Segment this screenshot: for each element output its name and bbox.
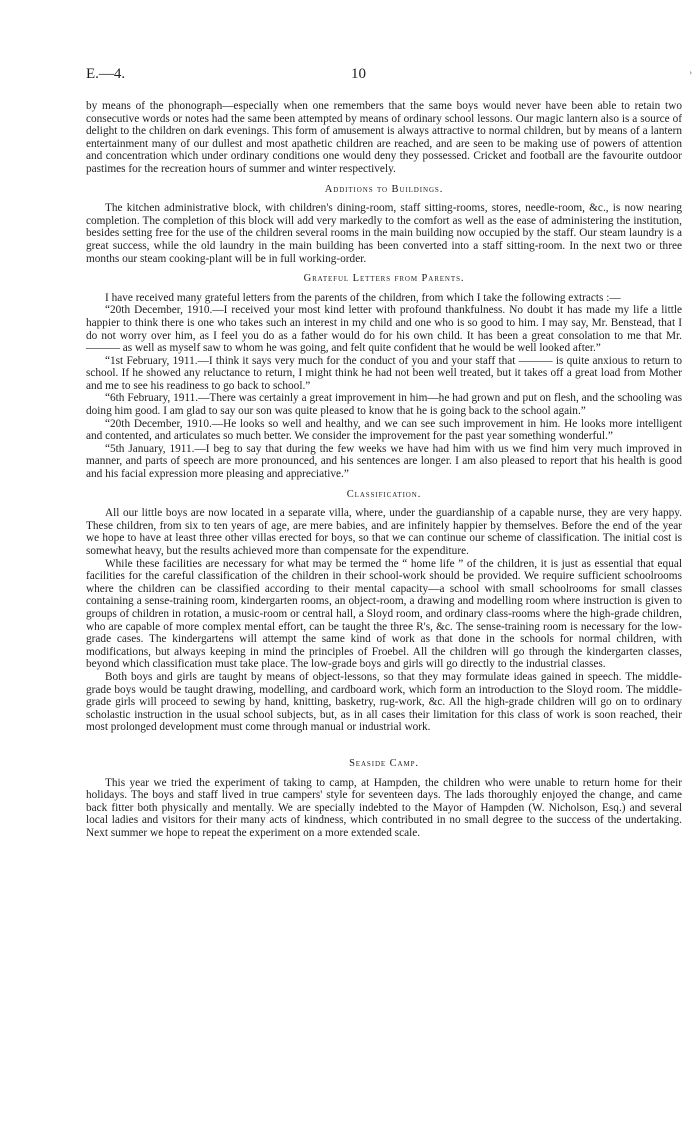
page-number: 10 (351, 66, 366, 82)
section-heading: Classification. (346, 488, 422, 500)
section-grateful-letters (86, 273, 682, 481)
letter-extract: “5th January, 1911.—I beg to say that during the few weeks we have had him with us we find him very much improved in manner, and parts of speech are more pronounced, and his sentences are longer. I am also pleased to report that his health is good and his facial expression more pleasing and appreciative.” (86, 442, 682, 481)
section-classification (86, 489, 682, 734)
letter-extract: “20th December, 1910.—I received your most kind letter with profound thankfulness. No doubt it has made my life a little happier to think there is one who takes such an interest in my child and one who is so good to him. I may say, Mr. Benstead, that I do not worry over him, as I feel you do as a father would do for his own child. It has been a great consolation to me that Mr. ——— as well as myself saw to whom he was going, and felt quite confident that he would be well looked after.” (86, 304, 682, 355)
paragraph: The kitchen administrative block, with children's dining-room, staff sitting-rooms, stores, needle-room, &c., is now nearing completion. The completion of this block will add very markedly to the comfort as well as the ease of administering the institution, besides setting free for the use of the children several rooms in the main building now occupied by the staff. Our steam laundry is a great success, while the old laundry in the main building has been converted into a staff sitting-room. In the next two or three months our steam cooking-plant will be in full working-order. (86, 202, 682, 265)
paragraph: by means of the phonograph—especially when one remembers that the same boys would never have been able to retain two consecutive words or notes had the same been attempted by means of ordinary school lessons. Our magic lantern also is a source of delight to the children on dark evenings. This form of amusement is always attractive to normal children, but by means of a lantern entertainment many of our dullest and most apathetic children are reached, and are seen to be making use of powers of attention and concentration which under ordinary conditions one would deny they possessed. Cricket and football are the favourite outdoor pastimes for the recreation hours of summer and winter respectively. (86, 100, 682, 175)
section-heading: Additions to Buildings. (324, 183, 444, 195)
paragraph: While these facilities are necessary for what may be termed the “ home life ” of the children, it is just as essential that equal facilities for the careful classification of the children in their school-work should be provided. We require sufficient schoolrooms where the children can be classified according to their mental capacity—a school with small schoolrooms for small classes containing a sense-training room, kindergarten rooms, an object-room, a drawing and modelling room where instruction is given to groups of children in rotation, a music-room or central hall, a Sloyd room, and ordinary class-rooms where the high-grade children, who are capable of more complex mental effort, can be taught the three R's, &c. The sense-training room is necessary for the low-grade cases. The kindergartens will attempt the same kind of work as that done in the schools for normal children, with modifications, but always keeping in mind the principles of Froebel. All the children will go through the kindergarten classes, beyond which classification must take place. The low-grade boys and girls will go directly to the industrial classes. (86, 557, 682, 671)
document-reference: E.—4. (86, 66, 126, 82)
letter-extract: “1st February, 1911.—I think it says very much for the conduct of you and your staff that ——— is quite anxious to return to school. If he showed any reluctance to return, I might think he had not been well treated, but it takes off a great load from Mother and me to see his readiness to go back to school.” (86, 354, 682, 392)
section-additions-to-buildings (86, 184, 682, 266)
section-heading: Grateful Letters from Parents. (303, 273, 465, 285)
paragraph: This year we tried the experiment of taking to camp, at Hampden, the children who were unable to return home for their holidays. The boys and staff lived in true campers' style for seventeen days. The lads thoroughly enjoyed the change, and came back fitter both physically and mentally. We are specially indebted to the Mayor of Hampden (W. Nicholson, Esq.) and several local ladies and visitors for their many acts of kindness, which contributed in no small degree to the success of the undertaking. Next summer we hope to repeat the experiment on a more extended scale. (86, 776, 682, 839)
letter-extract: “20th December, 1910.—He looks so well and healthy, and we can see such improvement in him. He looks more intelligent and contented, and articulates so much better. We consider the improvement for the past year something wonderful.” (86, 417, 682, 443)
section-heading: Seaside Camp. (349, 757, 419, 769)
section-seaside-camp (86, 758, 682, 840)
letter-extract: “6th February, 1911.—There was certainly a great improvement in him—he had grown and put on flesh, and the schooling was doing him good. I am glad to say our son was quite pleased to know that he is going back to the school again.” (86, 392, 682, 418)
paragraph: Both boys and girls are taught by means of object-lessons, so that they may formulate ideas gained in speech. The middle-grade boys would be taught drawing, modelling, and cardboard work, which form an introduction to the Sloyd room. The middle-grade girls will proceed to sewing by hand, knitting, basketry, rug-work, &c. All the high-grade children will go on to ordinary scholastic instruction in the usual school subjects, but, as in all cases their limitation for this class of work is soon reached, their most prolonged development must come through manual or industrial work. (86, 670, 682, 734)
paragraph: I have received many grateful letters from the parents of the children, from which I take the following extracts :— (105, 291, 621, 304)
page-body (86, 100, 682, 839)
margin-tick-mark: › (689, 68, 692, 77)
section-spacer (86, 734, 682, 750)
section-phonograph-continuation (86, 100, 682, 176)
page-header (86, 66, 694, 90)
paragraph: All our little boys are now located in a separate villa, where, under the guardianship of a capable nurse, they are very happy. These children, from six to ten years of age, are mere babies, and are infinitely happier by themselves. Before the end of the year we hope to have at least three other villas erected for boys, so that we can continue our scheme of classification. The initial cost is somewhat heavy, but the results achieved more than compensate for the expenditure. (86, 507, 682, 557)
